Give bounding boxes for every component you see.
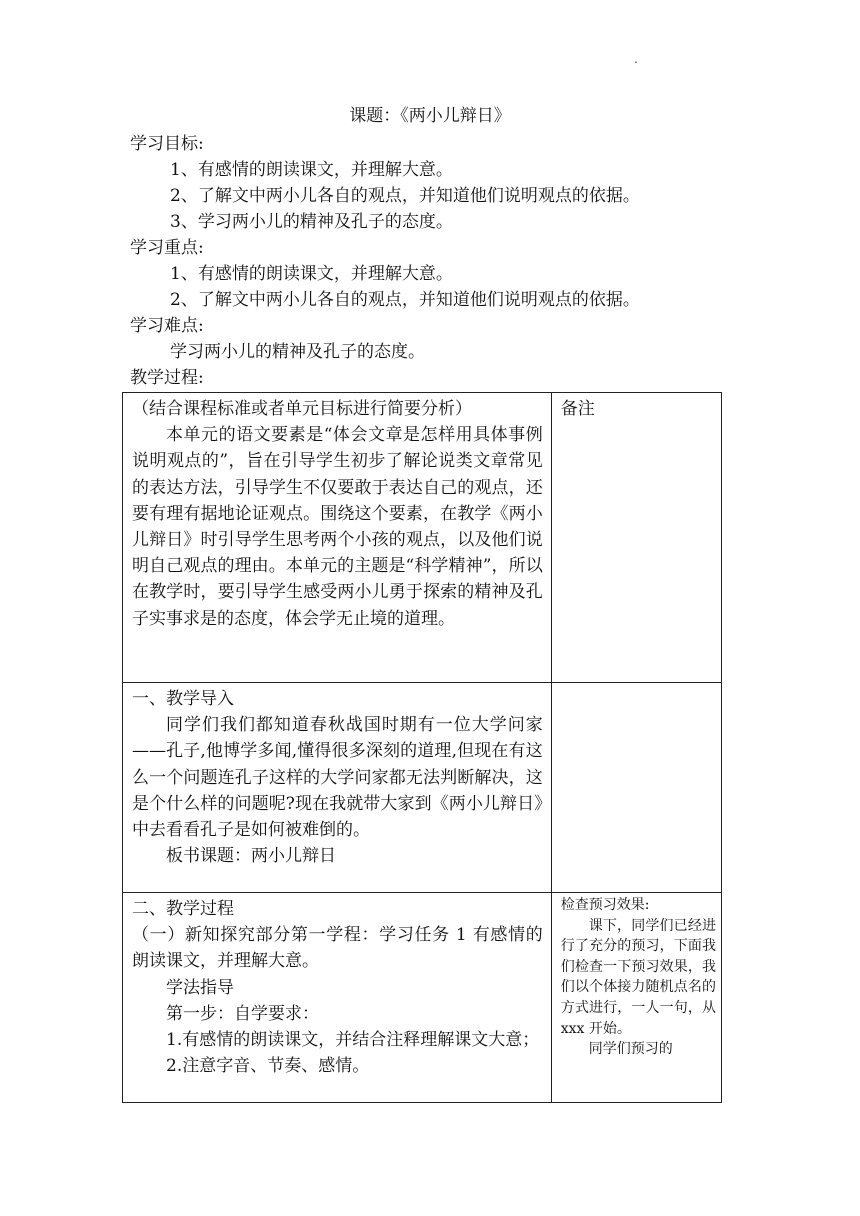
method-guidance: 学法指导: [166, 977, 234, 998]
key-points-heading: 学习重点:: [130, 238, 204, 258]
table-row: [123, 683, 722, 893]
remarks-cell: [551, 393, 721, 683]
key-point-item-1: 1、有感情的朗读课文，并理解大意。: [170, 264, 453, 284]
intro-heading: 一、教学导入: [132, 689, 234, 709]
difficulty-item-1: 学习两小儿的精神及孔子的态度。: [170, 342, 425, 362]
analysis-caption: （结合课程标准或者单元目标进行简要分析）: [132, 399, 472, 419]
learning-task: （一）新知探究部分第一学程：学习任务 1 有感情的朗读课文，并理解大意。: [132, 925, 543, 972]
objective-item-2: 2、了解文中两小儿各自的观点，并知道他们说明观点的依据。: [170, 186, 640, 206]
intro-body: 同学们我们都知道春秋战国时期有一位大学问家——孔子,他博学多闻,懂得很多深刻的道理,但现在有这么一个问题连孔子这样的大学问家都无法判断解决，这是个什么样的问题呢?现在我就带大家到《两小儿辩日》中去看看孔子是如何被难倒的。: [132, 715, 543, 841]
requirement-1: 1.有感情的朗读课文，并结合注释理解课文大意；: [166, 1030, 540, 1051]
header-dot: .: [634, 52, 638, 66]
objective-item-3: 3、学习两小儿的精神及孔子的态度。: [170, 212, 453, 232]
preview-check-title: 检查预习效果:: [560, 897, 650, 913]
analysis-cell: [123, 393, 552, 683]
objective-item-1: 1、有感情的朗读课文，并理解大意。: [170, 160, 453, 180]
teaching-process-table: [122, 392, 722, 1103]
table-row: [123, 893, 722, 1103]
preview-check-continued: 同学们预习的: [588, 1041, 673, 1058]
requirement-2: 2.注意字音、节奏、感情。: [166, 1056, 370, 1077]
intro-cell: [123, 683, 552, 893]
preview-check-cell: [551, 893, 721, 1103]
page-title: 课题：《两小儿辩日》: [349, 106, 511, 126]
board-title: 板书课题：两小儿辩日: [166, 846, 336, 867]
process-section-heading: 二、教学过程: [132, 899, 234, 919]
difficulties-heading: 学习难点:: [130, 316, 204, 336]
preview-check-body: 课下，同学们已经进行了充分的预习，下面我们检查一下预习效果，我们以个体接力随机点名的方式进行，一人一句，从 xxx 开始。: [560, 917, 716, 1037]
key-point-item-2: 2、了解文中两小儿各自的观点，并知道他们说明观点的依据。: [170, 290, 640, 310]
table-row: [123, 393, 722, 683]
process-cell: [123, 893, 552, 1103]
intro-remarks-cell: [551, 683, 721, 893]
analysis-body: 本单元的语文要素是“体会文章是怎样用具体事例说明观点的”，旨在引导学生初步了解论说类文章常见的表达方法，引导学生不仅要敢于表达自己的观点，还要有理有据地论证观点。围绕这个要素，在教学《两小儿辩日》时引导学生思考两个小孩的观点，以及他们说明自己观点的理由。本单元的主题是“科学精神”，所以在教学时，要引导学生感受两小儿勇于探索的精神及孔子实事求是的态度，体会学无止境的道理。: [132, 425, 543, 629]
step-one: 第一步：自学要求：: [166, 1003, 319, 1024]
process-heading: 教学过程:: [130, 368, 204, 388]
objectives-heading: 学习目标:: [130, 134, 204, 154]
remarks-label: 备注: [560, 399, 595, 419]
